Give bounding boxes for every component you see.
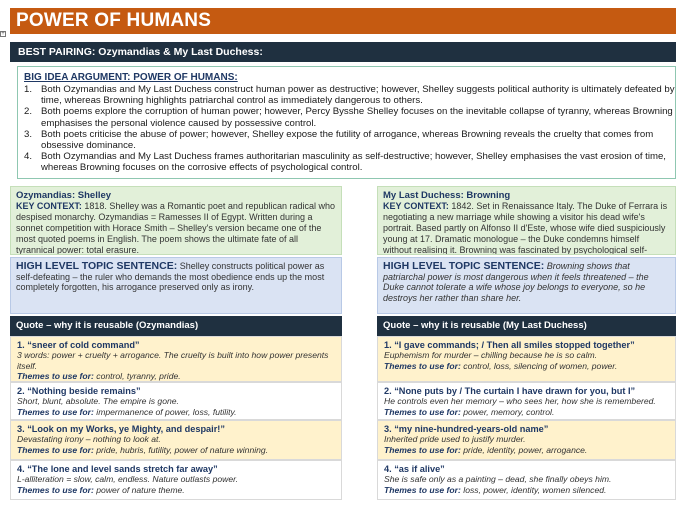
quote-card: 3. “Look on my Works, ye Mighty, and despair!” Devastating irony – nothing to look at. Themes to use for: pride, hubris, futility, power of nature winning. [10,420,342,460]
quote-card: 2. “None puts by / The curtain I have drawn for you, but I” He controls even her memory – who sees her, how she is remembered. Themes to use for: power, memory, control. [377,382,676,420]
quote-description: Devastating irony – nothing to look at. [17,434,161,445]
argument-list [24,84,675,174]
ozymandias-column [10,186,342,500]
topic-label: HIGH LEVEL TOPIC SENTENCE: [16,260,178,272]
context-box [377,186,676,255]
quote-card: 1. “I gave commands; / Then all smiles stopped together” Euphemism for murder – chilling because he is so calm. Themes to use for: control, loss, silencing of women, power. [377,336,676,382]
big-idea-box [17,66,676,179]
context-label: KEY CONTEXT: [383,201,449,211]
quote-card: 4. “The lone and level sands stretch far away” L-alliteration = slow, calm, endless. Nature outlasts power. Themes to use for: power of nature theme. [10,460,342,500]
quotes-heading: Quote – why it is reusable (Ozymandias) [10,316,342,336]
quote-title: 4. “as if alive” [384,464,445,474]
topic-label: HIGH LEVEL TOPIC SENTENCE: [383,260,545,272]
argument-item: 1. Both Ozymandias and My Last Duchess construct human power as destructive; however, Shelley suggests political authority is ultimately defeated by time, whereas Browning highlights patriarchal control as immediately dangerous to others. [24,84,675,107]
topic-sentence-box [10,257,342,314]
argument-item: 3. Both poets criticise the abuse of power; however, Shelley expose the futility of arrogance, whereas Browning reveals the cruelty that comes from obsessive dominance. [24,128,654,152]
context-box [10,186,342,255]
quote-description: 3 words: power + cruelty + arrogance. The cruelty is built into how power presents itself. [17,350,329,371]
context-text: 1842. Set in Renaissance Italy. The Duke of Ferrara is negotiating a new marriage while showing a visitor his dead wife's portrait. Based partly on Alfonso II d'Este, whose wife died suspiciously young at 17. Dramatic monologue – the Duke condemns himself without realising it. Browning was fascinated by psychological self- [383,201,668,255]
argument-item: 2. Both poems explore the corruption of human power; however, Percy Bysshe Shelley focuses on the inevitable collapse of tyranny, whereas Browning emphasises the personal violence caused by possessive control. [24,106,673,129]
context-text: 1818. Shelley was a Romantic poet and republican radical who despised monarchy. Ozymandias = Ramesses II of Egypt. Written during a sonnet competition with Horace Smith – Shelley's version became one of the most quoted poems in English. The poem shows the ultimate fate of all tyrannical power: total erasure. [16,201,335,255]
argument-item: 4. Both Ozymandias and My Last Duchess frames authoritarian masculinity as self-destructive; however, Shelley emphasises the vast erosion of time, whereas Browning focuses on the corrosive effects of psychological control. [24,151,666,174]
quote-description: L-alliteration = slow, calm, endless. Nature outlasts power. [17,474,239,485]
quote-card: 1. “sneer of cold command” 3 words: power + cruelty + arrogance. The cruelty is built into how power presents itself. Themes to use for: control, tyranny, pride. [10,336,342,382]
quote-description: She is safe only as a painting – dead, she finally obeys him. [384,474,612,485]
context-label: KEY CONTEXT: [16,201,82,211]
quote-card: 3. “my nine-hundred-years-old name” Inherited pride used to justify murder. Themes to use for: pride, identity, power, arrogance. [377,420,676,460]
quote-description: He controls even her memory – who sees her, how she is remembered. [384,396,656,407]
quote-card: 4. “as if alive” She is safe only as a painting – dead, she finally obeys him. Themes to use for: loss, power, identity, women silenced. [377,460,676,500]
quotes-heading: Quote – why it is reusable (My Last Duchess) [377,316,676,336]
quote-title: 2. “None puts by / The curtain I have drawn for you, but I” [384,386,636,396]
pairing-banner: BEST PAIRING: Ozymandias & My Last Duchess: [10,42,676,62]
topic-sentence-box [377,257,676,314]
quote-title: 1. “sneer of cold command” [17,340,140,350]
quote-card: 2. “Nothing beside remains” Short, blunt, absolute. The empire is gone. Themes to use for: impermanence of power, loss, futility. [10,382,342,420]
quote-title: 1. “I gave commands; / Then all smiles stopped together” [384,340,635,350]
quote-description: Inherited pride used to justify murder. [384,434,526,445]
quote-description: Short, blunt, absolute. The empire is gone. [17,396,179,407]
my-last-duchess-column [377,186,676,500]
topic-text: Browning shows that patriarchal power is most dangerous when it feels threatened – the Duke cannot tolerate a wife whose joy belongs to everyone, so he destroys her rather than share her. [383,261,649,303]
quote-title: 4. “The lone and level sands stretch far away” [17,464,218,474]
topic-text: Shelley constructs political power as self-defeating – the ruler who demands the most obedience ends up the most completely forgotten, his arrogance preserved only as irony. [16,261,325,292]
quote-title: 2. “Nothing beside remains” [17,386,141,396]
big-idea-heading: BIG IDEA ARGUMENT: POWER OF HUMANS: [24,72,238,83]
poem-heading: Ozymandias: Shelley [16,190,112,201]
quote-description: Euphemism for murder – chilling because he is so calm. [384,350,598,361]
quote-title: 3. “my nine-hundred-years-old name” [384,424,549,434]
poem-heading: My Last Duchess: Browning [383,190,511,201]
page-title: POWER OF HUMANS [10,8,676,34]
move-handle-icon[interactable]: + [1,31,5,37]
quote-title: 3. “Look on my Works, ye Mighty, and despair!” [17,424,225,434]
